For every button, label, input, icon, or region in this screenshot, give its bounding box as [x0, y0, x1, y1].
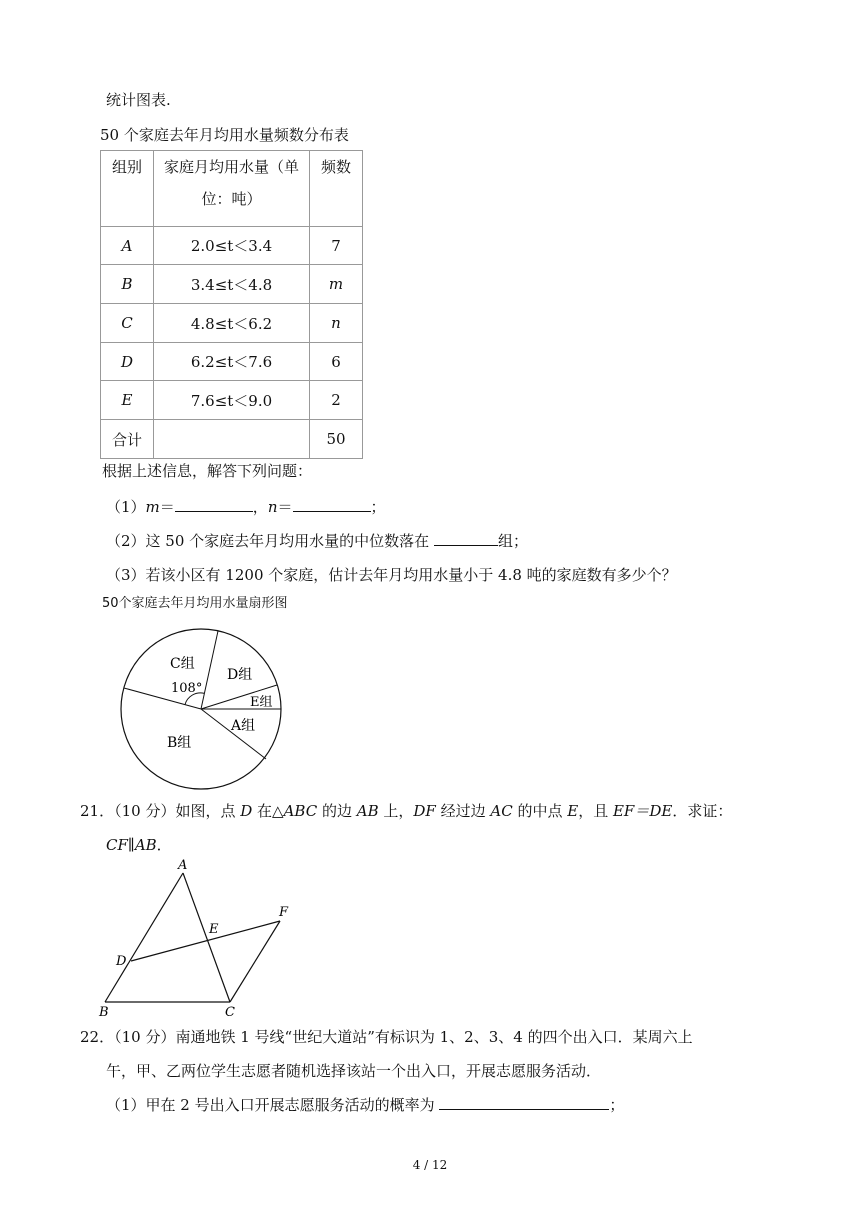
cell-total-label: 合计 — [101, 420, 154, 459]
cell-group: B — [101, 265, 154, 304]
frequency-table — [100, 150, 363, 459]
pie-label-a: A组 — [231, 718, 256, 734]
pie-label-c: C组 — [170, 656, 195, 672]
cell-empty — [154, 420, 310, 459]
cell-range: 3.4≤t＜4.8 — [154, 265, 310, 304]
table-row — [101, 227, 363, 265]
point-label-c: C — [225, 1005, 235, 1020]
table-header-row — [101, 151, 363, 227]
pie-title: 50个家庭去年月均用水量扇形图 — [102, 596, 288, 611]
geometry-figure — [95, 855, 300, 1020]
table-row — [101, 381, 363, 420]
cell-group: E — [101, 381, 154, 420]
cell-frequency: 6 — [310, 343, 363, 381]
cell-range: 6.2≤t＜7.6 — [154, 343, 310, 381]
q20-part1: （1）m＝ ，n＝ ； — [106, 498, 386, 516]
cell-frequency: n — [310, 304, 363, 343]
answer-blank-m[interactable] — [175, 497, 253, 512]
pie-label-angle: 108° — [171, 681, 203, 696]
pie-chart — [115, 622, 295, 792]
cell-group: C — [101, 304, 154, 343]
table-title: 50 个家庭去年月均用水量频数分布表 — [100, 126, 349, 144]
cell-frequency: 2 — [310, 381, 363, 420]
cell-range: 7.6≤t＜9.0 — [154, 381, 310, 420]
segment-cf — [230, 921, 280, 1002]
table-row — [101, 265, 363, 304]
q22-line3: （1）甲在 2 号出入口开展志愿服务活动的概率为 ； — [106, 1096, 625, 1114]
header-frequency: 频数 — [310, 151, 363, 227]
q22-line2: 午，甲、乙两位学生志愿者随机选择该站一个出入口，开展志愿服务活动． — [106, 1062, 602, 1080]
q20-prompt: 根据上述信息，解答下列问题： — [102, 462, 313, 480]
pie-label-e: E组 — [250, 695, 273, 710]
segment-ac — [183, 873, 230, 1002]
cell-frequency: 7 — [310, 227, 363, 265]
segment-df — [131, 921, 280, 961]
cell-total-value: 50 — [310, 420, 363, 459]
point-label-b: B — [99, 1005, 109, 1020]
header-group: 组别 — [101, 151, 154, 227]
point-label-f: F — [279, 905, 289, 920]
pie-label-d: D组 — [227, 667, 253, 683]
q20-part3: （3）若该小区有 1200 个家庭，估计去年月均用水量小于 4.8 吨的家庭数有多少个？ — [106, 566, 677, 584]
point-label-a: A — [178, 858, 188, 873]
answer-blank-probability[interactable] — [439, 1095, 609, 1110]
q21-line2: CF∥AB． — [106, 836, 172, 854]
intro-tail: 统计图表. — [106, 91, 171, 109]
point-label-e: E — [209, 922, 219, 937]
header-usage: 家庭月均用水量（单 位：吨） — [154, 151, 310, 227]
page-number: 4 / 12 — [412, 1158, 448, 1172]
cell-frequency: m — [310, 265, 363, 304]
table-row — [101, 304, 363, 343]
pie-label-b: B组 — [167, 735, 192, 751]
q20-part2: （2）这 50 个家庭去年月均用水量的中位数落在 组； — [106, 532, 528, 550]
answer-blank-n[interactable] — [293, 497, 371, 512]
cell-range: 4.8≤t＜6.2 — [154, 304, 310, 343]
segment-ab — [105, 873, 183, 1002]
answer-blank-median-group[interactable] — [434, 531, 498, 546]
q22-line1: 22．（10 分）南通地铁 1 号线“世纪大道站”有标识为 1、2、3、4 的四个出入口．某周六上 — [80, 1028, 693, 1046]
point-label-d: D — [116, 954, 127, 969]
cell-group: D — [101, 343, 154, 381]
table-row — [101, 343, 363, 381]
q21-line1: 21．（10 分）如图，点 D 在△ABC 的边 AB 上，DF 经过边 AC 的中点 E，且 EF＝DE．求证： — [80, 802, 733, 820]
cell-range: 2.0≤t＜3.4 — [154, 227, 310, 265]
table-total-row — [101, 420, 363, 459]
cell-group: A — [101, 227, 154, 265]
